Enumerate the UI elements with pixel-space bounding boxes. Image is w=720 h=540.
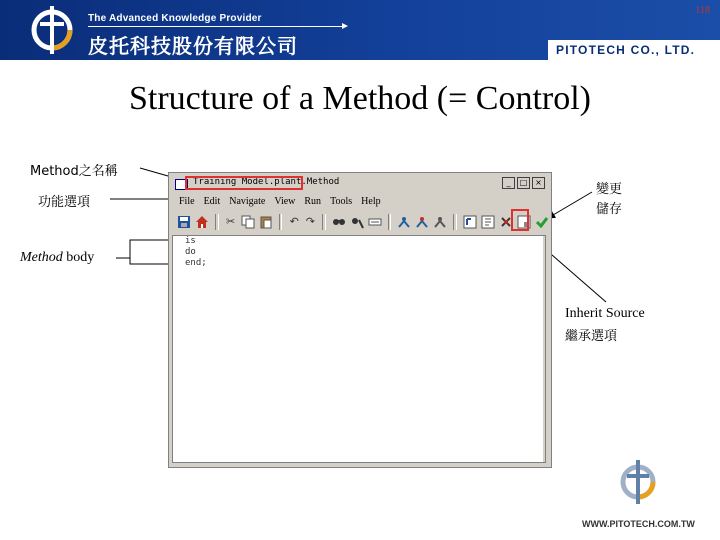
company-name-english: PITOTECH CO., LTD. xyxy=(556,43,696,57)
debug-icon[interactable] xyxy=(433,214,447,230)
code-line: is xyxy=(185,236,196,246)
method-editor-window xyxy=(168,172,552,468)
edit-attributes-icon[interactable] xyxy=(481,214,495,230)
find-replace-icon[interactable] xyxy=(350,214,364,230)
label-inherit-source: Inherit Source xyxy=(565,306,645,321)
label-save-line2: 儲存 xyxy=(596,202,623,217)
tagline-arrow-icon xyxy=(342,23,348,29)
window-title: Training Model.plant.Method xyxy=(193,177,340,187)
footer-url[interactable]: WWW.PITOTECH.COM.TW xyxy=(582,519,695,529)
label-save-line1: 變更 xyxy=(596,182,623,197)
toolbar-separator xyxy=(453,214,457,230)
run-icon[interactable] xyxy=(397,214,411,230)
cut-icon[interactable]: ✂ xyxy=(225,215,236,228)
menu-help[interactable]: Help xyxy=(361,196,381,207)
code-line: end; xyxy=(185,258,207,268)
window-titlebar[interactable] xyxy=(171,175,549,192)
label-method-body xyxy=(20,250,94,266)
label-method-name: Method之名稱 xyxy=(30,164,118,179)
breakpoint-icon[interactable] xyxy=(463,214,477,230)
close-button[interactable]: × xyxy=(532,177,545,189)
footer-logo-icon xyxy=(614,458,662,506)
tagline-underline xyxy=(88,26,344,27)
menu-tools[interactable]: Tools xyxy=(330,196,353,207)
toolbar-separator xyxy=(279,214,283,230)
undo-icon[interactable]: ↶ xyxy=(289,215,299,228)
label-method-body-rest: body xyxy=(62,250,95,265)
toolbar-separator xyxy=(322,214,326,230)
copy-icon[interactable] xyxy=(241,214,255,230)
menu-view[interactable]: View xyxy=(274,196,296,207)
window-controls xyxy=(502,177,545,189)
header-tagline: The Advanced Knowledge Provider xyxy=(88,13,262,24)
slide-title: Structure of a Method (= Control) xyxy=(128,80,592,117)
label-method-body-italic: Method xyxy=(20,250,63,265)
maximize-button[interactable]: □ xyxy=(517,177,530,189)
menu-edit[interactable]: Edit xyxy=(203,196,221,207)
check-icon[interactable] xyxy=(535,214,549,230)
menu-bar xyxy=(171,194,549,210)
search-icon[interactable] xyxy=(332,214,346,230)
menu-file[interactable]: File xyxy=(179,196,195,207)
menu-navigate[interactable]: Navigate xyxy=(229,196,266,207)
minimize-button[interactable]: _ xyxy=(502,177,515,189)
method-body-editor[interactable] xyxy=(172,235,546,463)
step-icon[interactable] xyxy=(415,214,429,230)
editor-edge xyxy=(543,236,545,462)
goto-icon[interactable] xyxy=(368,214,382,230)
save-icon[interactable] xyxy=(177,214,191,230)
code-line: do xyxy=(185,247,196,257)
label-menu-options: 功能選項 xyxy=(38,195,91,210)
page-number: 118 xyxy=(695,5,710,16)
home-icon[interactable] xyxy=(195,214,209,230)
paste-icon[interactable] xyxy=(259,214,273,230)
menu-run[interactable]: Run xyxy=(304,196,322,207)
save-connector xyxy=(548,192,592,218)
company-name-chinese: 皮托科技股份有限公司 xyxy=(88,34,298,58)
redo-icon[interactable]: ↷ xyxy=(305,215,315,228)
toolbar-separator xyxy=(388,214,392,230)
toolbar-separator xyxy=(215,214,219,230)
toolbar xyxy=(171,211,549,233)
pitotech-logo-icon xyxy=(26,4,78,56)
inherit-highlight-box xyxy=(511,209,529,231)
title-highlight-box xyxy=(185,176,303,190)
header-banner xyxy=(0,0,720,60)
label-inherit-options: 繼承選項 xyxy=(565,329,618,344)
method-body-connector xyxy=(116,240,175,258)
